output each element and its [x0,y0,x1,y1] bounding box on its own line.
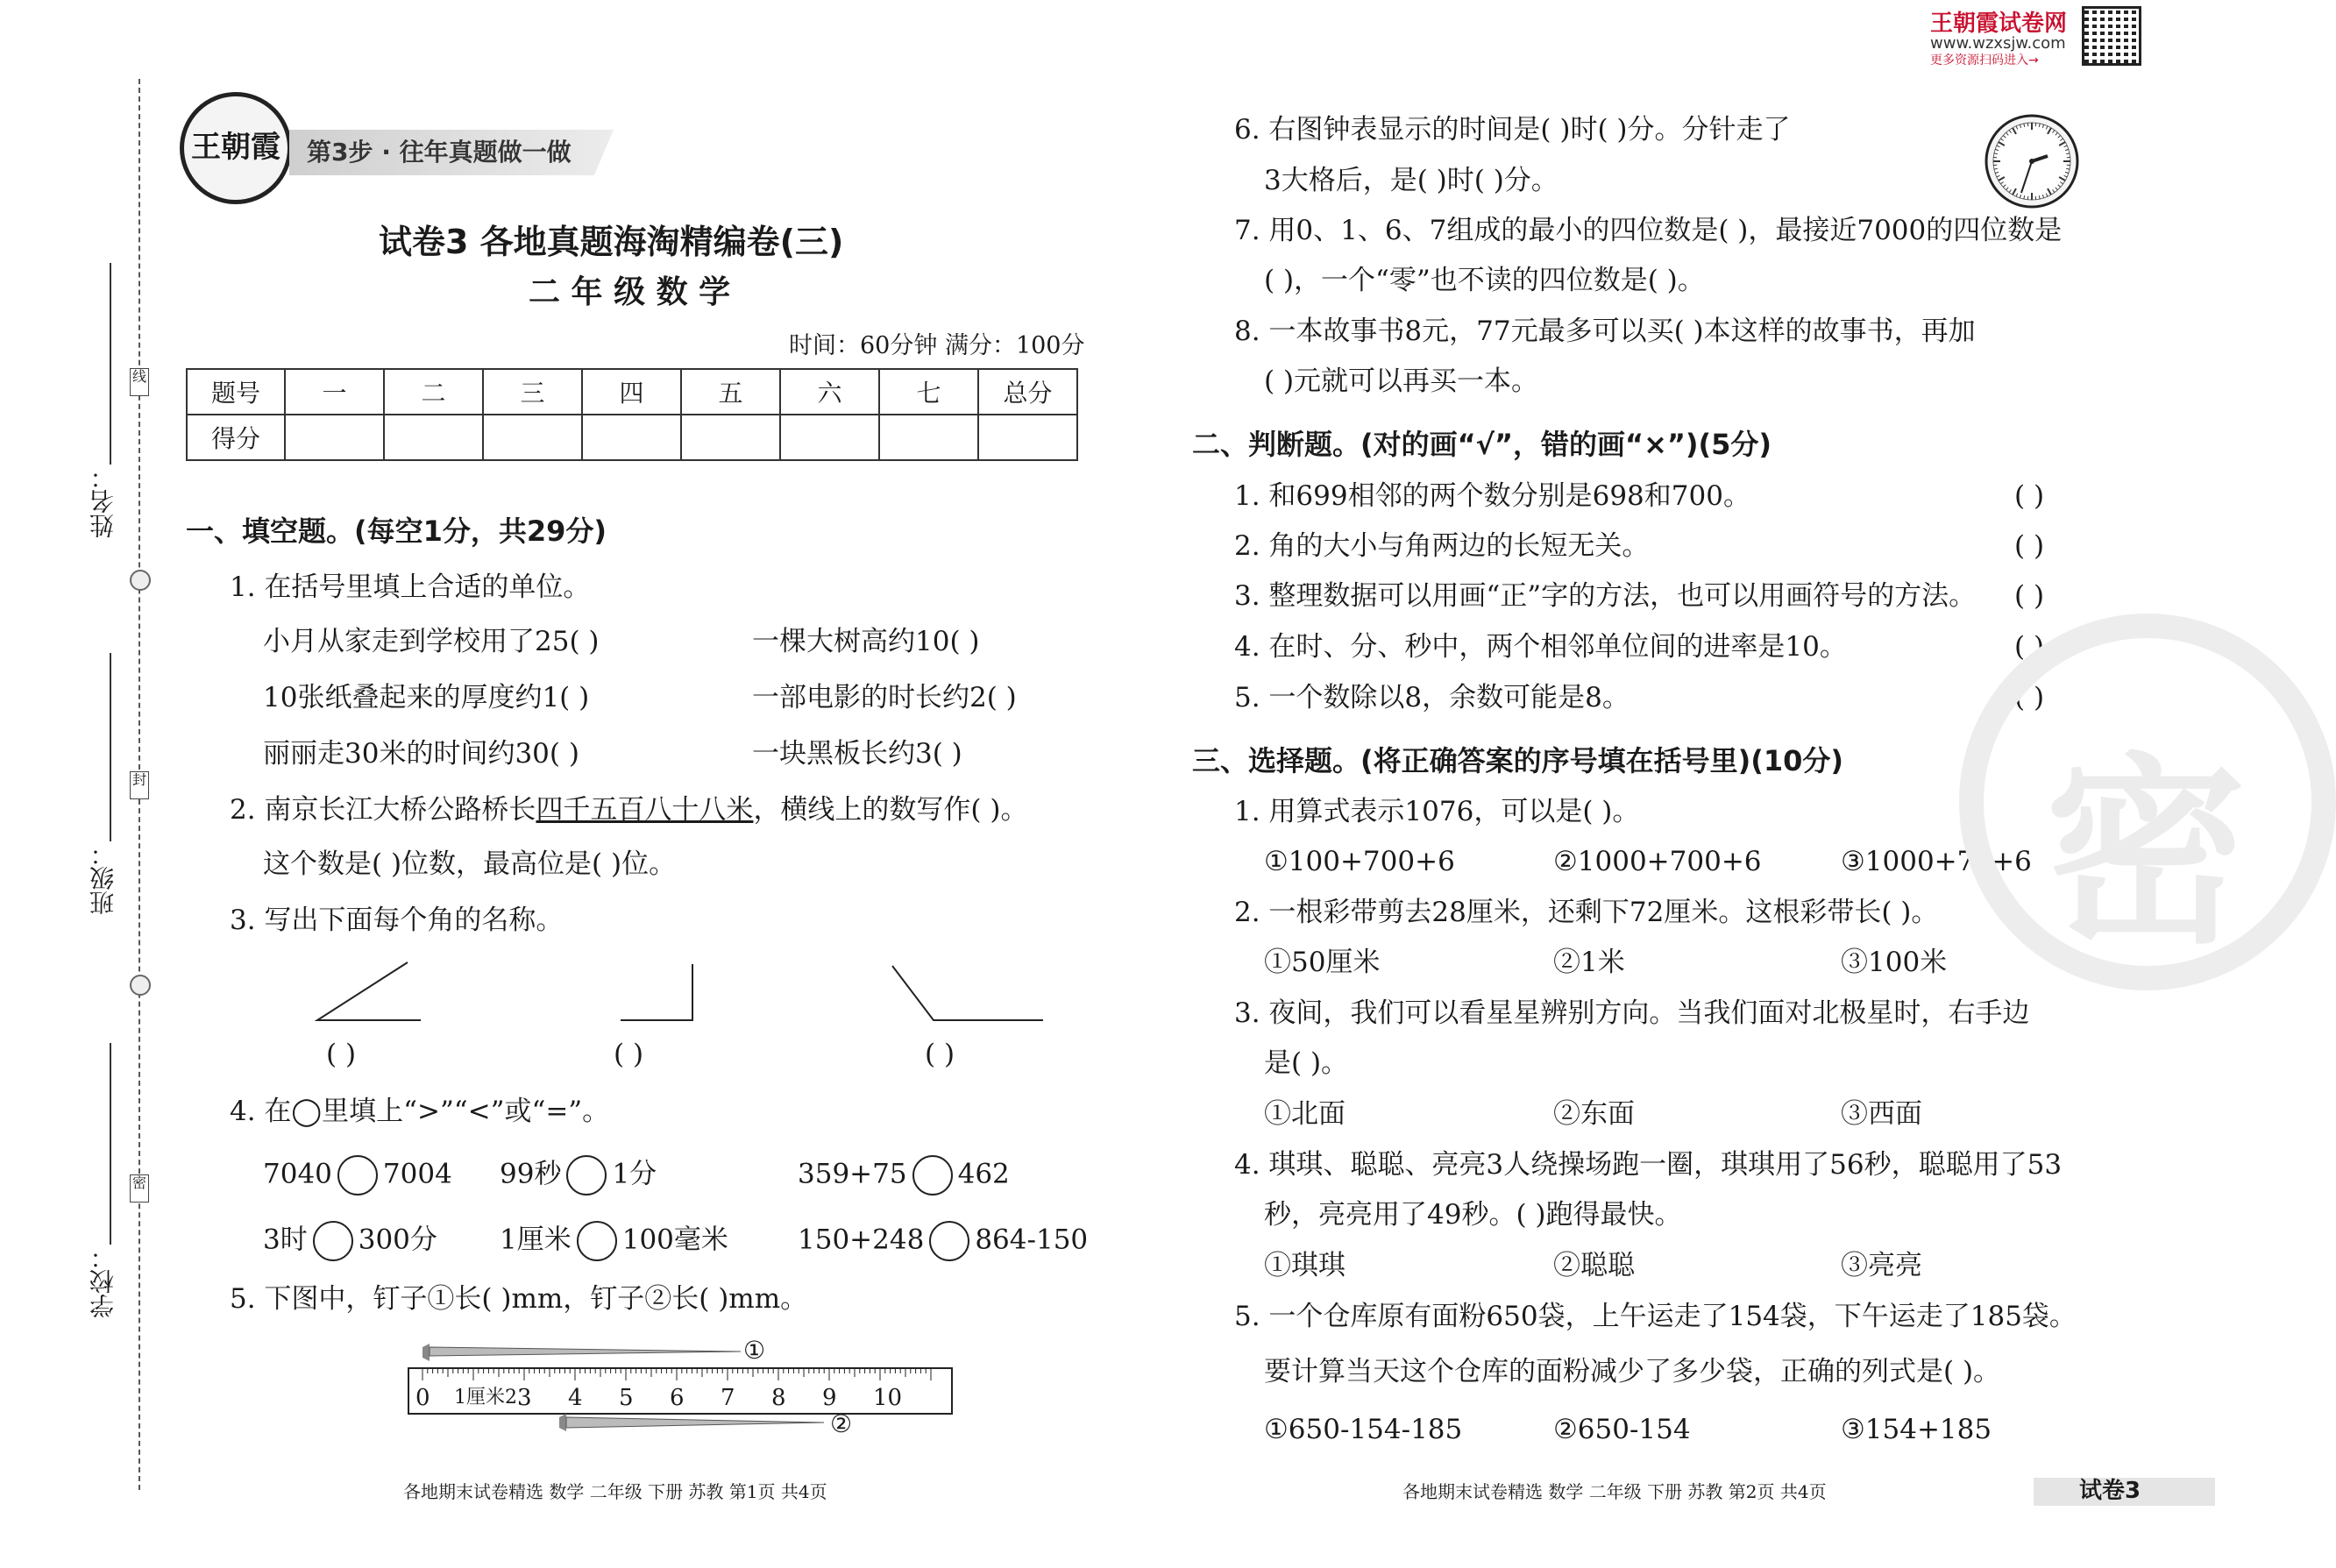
compare-right: 1分 [612,1158,657,1190]
watermark-char: 密 [2045,737,2247,971]
school-label: 学校： [89,1245,117,1318]
s1-q8a: 8. 一本故事书8元，77元最多可以买( )本这样的故事书，再加 [1234,316,1976,347]
compare-left: 3时 [263,1224,308,1256]
margin-mark-xian: 线 [130,368,149,396]
s1-q2a-underlined: 四千五百八十八米 [536,794,754,826]
score-header-cell: 七 [879,369,978,415]
s1-q7a: 7. 用0、1、6、7组成的最小的四位数是( )，最接近7000的四位数是 [1234,215,2063,246]
choice-q5b: 要计算当天这个仓库的面粉减少了多少袋，正确的列式是( )。 [1264,1356,2001,1387]
judge-item: 2. 角的大小与角两边的长短无关。 [1234,530,1650,562]
s1-q5: 5. 下图中，钉子①长( )mm，钉子②长( )mm。 [230,1283,808,1315]
score-table-score-row [187,415,1077,460]
s1-q1d: 一部电影的时长约2( ) [752,682,1017,713]
choice-option[interactable]: ③1000+70+6 [1841,846,2032,877]
s1-q1b: 一棵大树高约10( ) [752,626,980,657]
choice-option[interactable]: ①北面 [1264,1098,1346,1130]
margin-mark-feng: 封 [130,771,149,799]
choice-option[interactable]: ①100+700+6 [1264,846,1455,877]
nail2-label: ② [830,1409,853,1438]
score-header-cell: 题号 [187,369,285,415]
s1-q7b: ( )，一个“零”也不读的四位数是( )。 [1264,265,1705,296]
compare-circle[interactable] [929,1221,969,1261]
logo-badge [180,92,292,204]
exam-meta: 时间：60分钟 满分：100分 [789,332,1085,359]
choice-option[interactable]: ③西面 [1841,1098,1922,1130]
ruler-tick-label: 4 [568,1385,583,1411]
step-label: 第3步 · 往年真题做一做 [307,138,572,167]
score-header-cell: 三 [483,369,582,415]
judge-blank[interactable]: ( ) [2014,530,2045,562]
judge-item: 3. 整理数据可以用画“正”字的方法，也可以用画符号的方法。 [1234,580,1977,612]
s1-q4: 4. 在◯里填上“>”“<”或“=”。 [230,1096,610,1127]
score-cell[interactable] [780,415,879,460]
choice-option[interactable]: ②聪聪 [1553,1250,1635,1281]
choice-option[interactable]: ③亮亮 [1841,1250,1922,1281]
choice-q1: 1. 用算式表示1076，可以是( )。 [1234,796,1640,827]
compare-right: 100毫米 [621,1224,728,1256]
compare-item [500,1155,657,1196]
score-cell[interactable] [681,415,780,460]
s1-q1c: 10张纸叠起来的厚度约1( ) [263,682,590,713]
ruler-tick-label: 5 [619,1385,634,1411]
judge-blank[interactable]: ( ) [2014,682,2045,713]
s1-q2b: 这个数是( )位数，最高位是( )位。 [263,848,677,880]
ruler-figure [403,1337,955,1442]
choice-option[interactable]: ①650-154-185 [1264,1414,1463,1445]
obtuse-angle [892,966,1043,1020]
nail1-body [430,1347,741,1356]
compare-left: 359+75 [798,1158,907,1190]
score-header-cell: 二 [384,369,483,415]
qr-pattern [2084,9,2139,63]
qr-code-icon[interactable] [2084,9,2139,63]
score-table [186,368,1078,461]
judge-blank[interactable]: ( ) [2014,580,2045,612]
compare-left: 7040 [263,1158,332,1190]
secret-watermark [1959,614,2336,990]
score-header-cell: 总分 [978,369,1077,415]
compare-left: 150+248 [798,1224,925,1256]
ruler-tick-label: 3 [517,1385,532,1411]
compare-circle[interactable] [912,1155,953,1196]
ruler-tick-label: 7 [721,1385,735,1411]
s1-q2a-pre: 2. 南京长江大桥公路桥长 [230,794,536,826]
choice-option[interactable]: ②东面 [1553,1098,1635,1130]
brand-name: 王朝霞试卷网 [1930,11,2068,37]
compare-right: 7004 [382,1158,452,1190]
choice-q5a: 5. 一个仓库原有面粉650袋，上午运走了154袋，下午运走了185袋。 [1234,1301,2077,1332]
compare-circle[interactable] [577,1221,617,1261]
name-field[interactable] [110,263,111,465]
score-cell[interactable] [483,415,582,460]
ruler-tick-label: 6 [670,1385,685,1411]
nail2-body [566,1417,824,1428]
s1-q6b: 3大格后，是( )时( )分。 [1264,165,1559,196]
s1-q1e: 丽丽走30米的时间约30( ) [263,738,579,770]
choice-option[interactable]: ③100米 [1841,947,1948,978]
choice-q4a: 4. 琪琪、聪聪、亮亮3人绕操场跑一圈，琪琪用了56秒，聪聪用了53 [1234,1149,2063,1181]
s1-q1a: 小月从家走到学校用了25( ) [263,626,600,657]
binding-hole [130,570,151,591]
score-header-cell: 一 [285,369,384,415]
choice-option[interactable]: ①50厘米 [1264,947,1381,978]
choice-option[interactable]: ②1000+700+6 [1553,846,1762,877]
compare-right: 300分 [358,1224,437,1256]
margin-mark-mi: 密 [130,1174,149,1203]
judge-item: 4. 在时、分、秒中，两个相邻单位间的进率是10。 [1234,631,1847,663]
compare-left: 99秒 [500,1158,562,1190]
s1-q2a-post: ，横线上的数写作( )。 [753,794,1028,826]
nail2-head [559,1414,566,1431]
nail1-label: ① [743,1336,766,1365]
score-header-cell: 四 [582,369,681,415]
compare-circle[interactable] [313,1221,353,1261]
ruler-tick-label: 1厘米2 [454,1387,517,1408]
angle-figures [298,955,1069,1025]
acute-angle [317,962,421,1020]
score-cell[interactable] [384,415,483,460]
compare-right: 864-150 [975,1224,1089,1256]
judge-item: 5. 一个数除以8，余数可能是8。 [1234,682,1630,713]
compare-item [263,1221,437,1261]
judge-item: 1. 和699相邻的两个数分别是698和700。 [1234,480,1750,512]
clock-face [1983,112,2081,210]
section2-heading: 二、判断题。(对的画“√”，错的画“×”)(5分) [1192,428,1772,461]
compare-item [263,1155,452,1196]
school-field[interactable] [110,1043,111,1245]
class-label: 班级： [89,841,117,915]
clock-center [2029,159,2034,164]
section3-heading: 三、选择题。(将正确答案的序号填在括号里)(10分) [1192,744,1844,777]
exam-subtitle: 二 年 级 数 学 [529,274,731,310]
right-angle [621,964,692,1020]
compare-item [798,1221,1088,1261]
logo-name: 王朝霞 [191,130,280,165]
ruler-tick-label: 0 [415,1385,430,1411]
choice-q3a: 3. 夜间，我们可以看星星辨别方向。当我们面对北极星时，右手边 [1234,997,2030,1029]
score-cell[interactable] [582,415,681,460]
judge-blank[interactable]: ( ) [2014,631,2045,663]
score-cell[interactable] [978,415,1077,460]
score-cell[interactable] [879,415,978,460]
choice-option[interactable]: ③154+185 [1841,1414,1992,1445]
ruler-tick-label: 10 [873,1385,903,1411]
s1-q3: 3. 写出下面每个角的名称。 [230,905,564,936]
choice-q3b: 是( )。 [1264,1047,1349,1079]
footer-right: 各地期末试卷精选 数学 二年级 下册 苏教 第2页 共4页 [1402,1481,1827,1502]
score-header-cell: 六 [780,369,879,415]
footer-tag: 试卷3 [2079,1478,2141,1504]
nail1-head [422,1344,430,1361]
compare-circle[interactable] [337,1155,378,1196]
choice-option[interactable]: ②650-154 [1553,1414,1691,1445]
angle-blank: ( ) [326,1039,357,1070]
name-label: 姓名： [89,465,117,538]
angle-blank: ( ) [614,1039,644,1070]
angle-blank: ( ) [925,1039,955,1070]
score-row-label: 得分 [187,415,285,460]
section1-heading: 一、填空题。(每空1分，共29分) [186,514,607,548]
brand-url: www.wzxsjw.com [1930,34,2066,53]
compare-item [500,1221,728,1261]
s1-q1f: 一块黑板长约3( ) [752,738,962,770]
compare-item [798,1155,1010,1196]
choice-option[interactable]: ①琪琪 [1264,1250,1346,1281]
choice-q4b: 秒，亮亮用了49秒。( )跑得最快。 [1264,1199,1682,1231]
compare-circle[interactable] [566,1155,607,1196]
s1-q2a [230,792,1027,827]
footer-left: 各地期末试卷精选 数学 二年级 下册 苏教 第1页 共4页 [403,1481,827,1502]
s1-q8b: ( )元就可以再买一本。 [1264,365,1539,397]
ruler-tick-label: 9 [822,1385,837,1411]
s1-q1: 1. 在括号里填上合适的单位。 [230,571,591,603]
score-header-cell: 五 [681,369,780,415]
s1-q6a: 6. 右图钟表显示的时间是( )时( )分。分针走了 [1234,114,1791,145]
judge-blank[interactable]: ( ) [2014,480,2045,512]
brand-tagline: 更多资源扫码进入→ [1930,53,2039,67]
compare-left: 1厘米 [500,1224,572,1256]
compare-right: 462 [957,1158,1010,1190]
choice-q2: 2. 一根彩带剪去28厘米，还剩下72厘米。这根彩带长( )。 [1234,897,1939,928]
score-table-header-row [187,369,1077,415]
score-cell[interactable] [285,415,384,460]
binding-hole [130,975,151,996]
ruler-tick-label: 8 [771,1385,786,1411]
choice-option[interactable]: ②1米 [1553,947,1625,978]
class-field[interactable] [110,653,111,841]
exam-title: 试卷3 各地真题海淘精编卷(三) [379,223,844,261]
